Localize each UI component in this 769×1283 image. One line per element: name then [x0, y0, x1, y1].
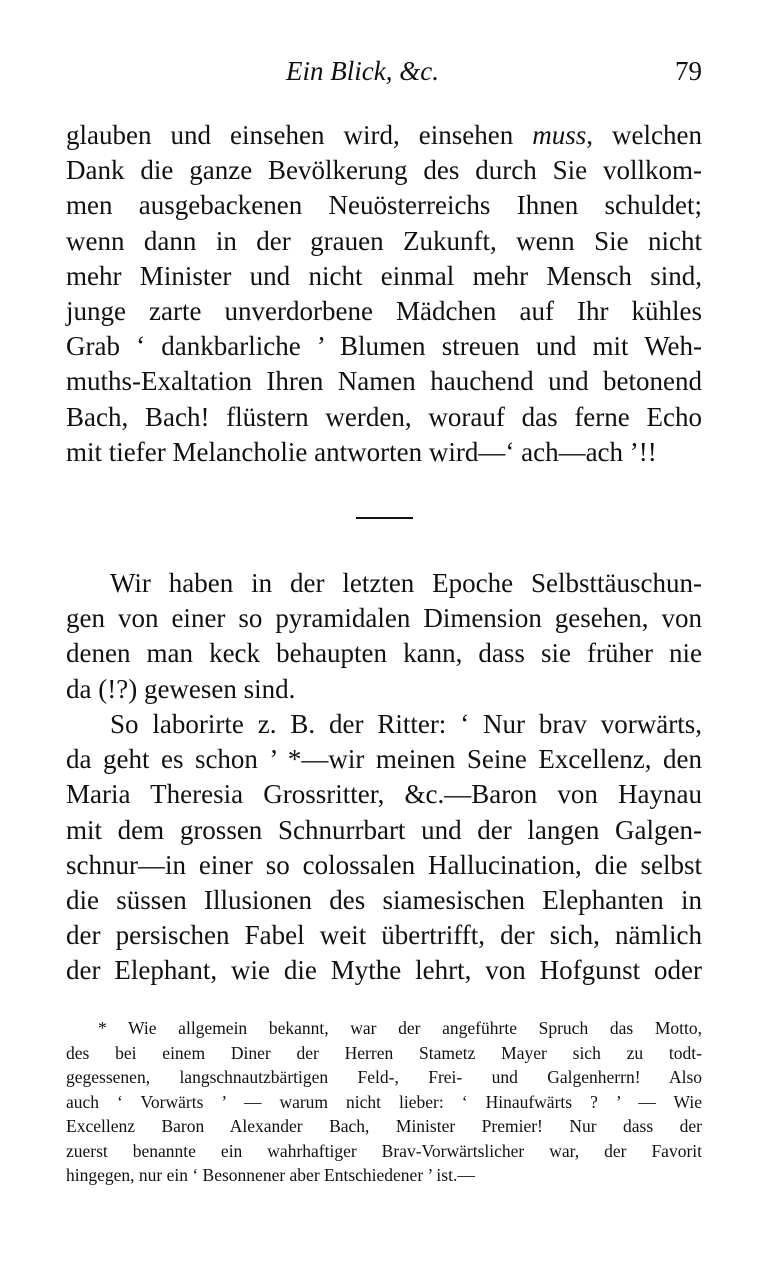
- text-line: Grab ‘ dankbarliche ’ Blumen streuen und mit Weh-: [66, 331, 702, 362]
- text-line: gen von einer so pyramidalen Dimension gesehen, von: [66, 603, 702, 634]
- footnote-line: * Wie allgemein bekannt, war der angeführte Spruch das Motto,: [98, 1018, 702, 1038]
- text-line: Bach, Bach! flüstern werden, worauf das ferne Echo: [66, 401, 702, 432]
- running-title: Ein Blick, &c.: [286, 56, 439, 86]
- footnote-line: des bei einem Diner der Herren Stametz Mayer sich zu todt-: [66, 1042, 702, 1063]
- page-number: 79: [675, 56, 702, 86]
- text-line: der persischen Fabel weit übertrifft, der sich, nämlich: [66, 920, 702, 951]
- footnote-line: gegessenen, langschnautzbärtigen Feld-, Frei- und Galgenherrn! Also: [66, 1067, 702, 1087]
- text-line: muths-Exaltation Ihren Namen hauchend und betonend: [66, 366, 702, 397]
- footnote-line: zuerst benannte ein wahrhaftiger Brav-Vorwärtslicher war, der Favorit: [66, 1140, 702, 1161]
- section-separator-rule: [356, 517, 413, 519]
- text-line: glauben und einsehen wird, einsehen muss, welchen: [66, 120, 702, 150]
- footnote-line: Excellenz Baron Alexander Bach, Minister Premier! Nur dass der: [66, 1116, 702, 1136]
- text-line: Dank die ganze Bevölkerung des durch Sie vollkom-: [66, 155, 702, 186]
- text-line: mit dem grossen Schnurrbart und der langen Galgen-: [66, 814, 702, 845]
- page-header: [66, 56, 702, 96]
- text-line: So laborirte z. B. der Ritter: ‘ Nur brav vorwärts,: [110, 709, 702, 739]
- text-line: mehr Minister und nicht einmal mehr Mensch sind,: [66, 260, 702, 291]
- text-line: men ausgebackenen Neuösterreichs Ihnen schuldet;: [66, 190, 702, 221]
- paragraph-continued: [66, 118, 702, 470]
- text-line: denen man keck behaupten kann, dass sie früher nie: [66, 638, 702, 669]
- footnote-line: hingegen, nur ein ‘ Besonnener aber Entschiedener ’ ist.—: [66, 1165, 475, 1185]
- text-line: wenn dann in der grauen Zukunft, wenn Sie nicht: [66, 225, 702, 256]
- text-line: junge zarte unverdorbene Mädchen auf Ihr kühles: [66, 295, 702, 326]
- text-line: mit tiefer Melancholie antworten wird—‘ ach—ach ’!!: [66, 436, 657, 467]
- paragraph-ritter: [66, 707, 702, 989]
- footnote: [66, 1016, 702, 1188]
- emphasis: muss: [532, 120, 587, 150]
- text-line: da geht es schon ’ *—wir meinen Seine Excellenz, den: [66, 744, 702, 775]
- footnote-line: auch ‘ Vorwärts ’ — warum nicht lieber: ‘ Hinaufwärts ? ’ — Wie: [66, 1091, 702, 1112]
- paragraph-selbsttaeuschungen: [66, 566, 702, 707]
- text-line: Wir haben in der letzten Epoche Selbsttäuschun-: [110, 568, 702, 598]
- text-line: die süssen Illusionen des siamesischen Elephanten in: [66, 884, 702, 915]
- text-line: da (!?) gewesen sind.: [66, 673, 296, 704]
- text-line: Maria Theresia Grossritter, &c.—Baron von Haynau: [66, 779, 702, 810]
- text-line: schnur—in einer so colossalen Hallucination, die selbst: [66, 849, 702, 880]
- text-line: der Elephant, wie die Mythe lehrt, von Hofgunst oder: [66, 955, 702, 986]
